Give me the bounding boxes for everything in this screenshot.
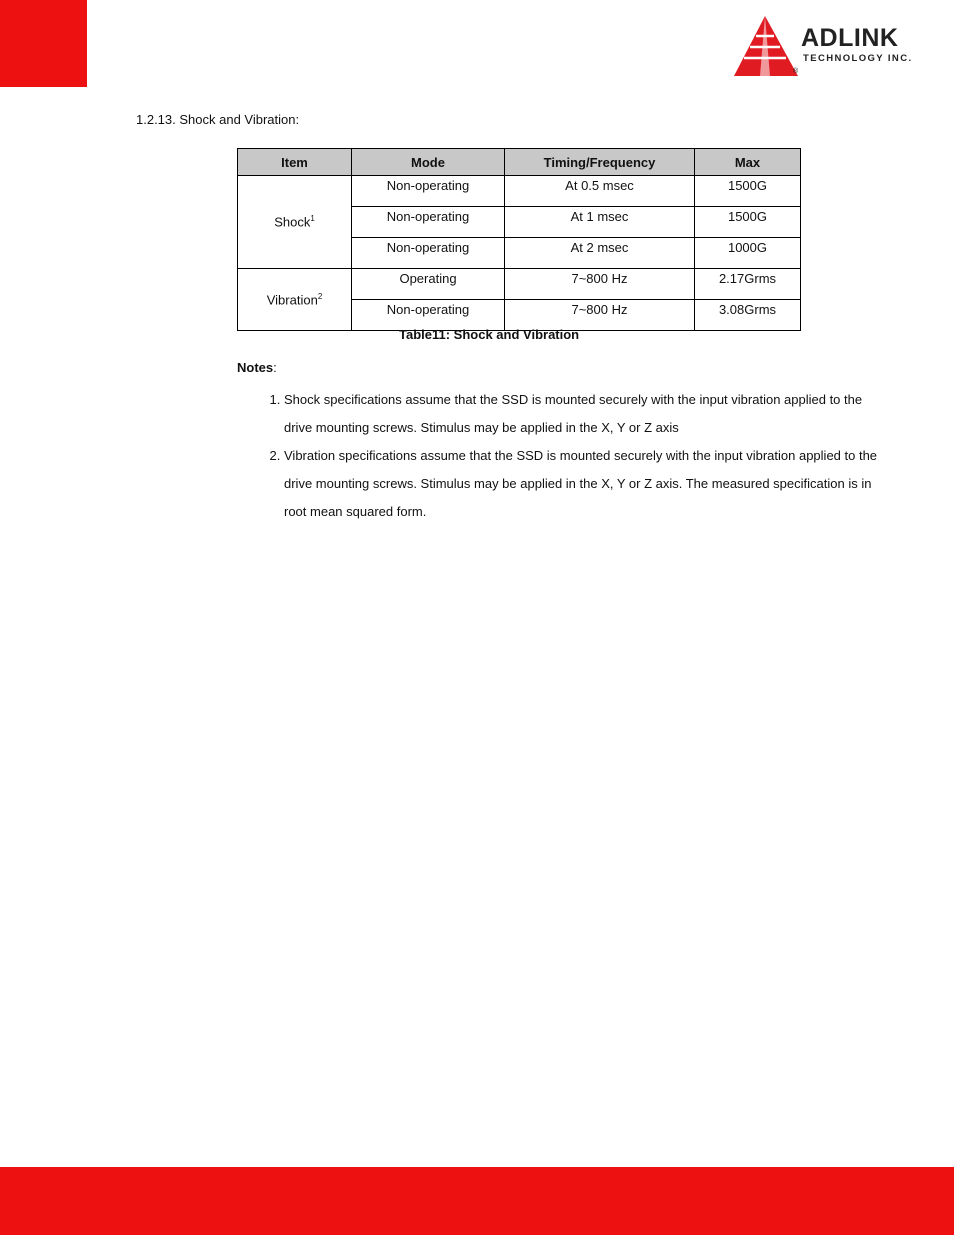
list-item: 1. Shock specifications assume that the SSD is mounted securely with the input vibration applied to the drive mounting screws. Stimulus may be applied in the X, Y or Z axis bbox=[284, 386, 884, 442]
adlink-logo bbox=[730, 12, 940, 82]
note-ref: 1 bbox=[310, 214, 315, 224]
timing-cell: 7~800 Hz bbox=[505, 269, 695, 300]
timing-cell: 7~800 Hz bbox=[505, 300, 695, 331]
list-item: 2. Vibration specifications assume that the SSD is mounted securely with the input vibration applied to the drive mounting screws. Stimulus may be applied in the X, Y or Z axis. The measured specification is in root mean squared form. bbox=[284, 442, 884, 526]
max-cell: 3.08Grms bbox=[695, 300, 801, 331]
mode-cell: Non-operating bbox=[352, 207, 505, 238]
table-row bbox=[238, 269, 801, 300]
notes-heading bbox=[237, 360, 277, 375]
item-label: Shock bbox=[274, 214, 311, 230]
mode-cell: Non-operating bbox=[352, 176, 505, 207]
item-label: Vibration bbox=[266, 292, 318, 308]
item-cell-shock bbox=[238, 176, 352, 269]
timing-cell: At 0.5 msec bbox=[505, 176, 695, 207]
max-cell: 1500G bbox=[695, 176, 801, 207]
table-row bbox=[238, 176, 801, 207]
mode-cell: Non-operating bbox=[352, 300, 505, 331]
mode-cell: Non-operating bbox=[352, 238, 505, 269]
notes-list bbox=[252, 386, 884, 526]
timing-cell: At 2 msec bbox=[505, 238, 695, 269]
column-header: Item bbox=[238, 149, 352, 176]
max-cell: 2.17Grms bbox=[695, 269, 801, 300]
item-cell-vibration bbox=[238, 269, 352, 331]
column-header: Max bbox=[695, 149, 801, 176]
max-cell: 1000G bbox=[695, 238, 801, 269]
timing-cell: At 1 msec bbox=[505, 207, 695, 238]
mode-cell: Operating bbox=[352, 269, 505, 300]
table-caption: Table11: Shock and Vibration bbox=[399, 327, 580, 342]
notes-label: Notes bbox=[237, 360, 274, 375]
max-cell: 1500G bbox=[695, 207, 801, 238]
notes-label-suffix: : bbox=[273, 360, 277, 375]
shock-vibration-table bbox=[237, 148, 801, 331]
column-header: Mode bbox=[352, 149, 505, 176]
table-header-row bbox=[238, 149, 801, 176]
header-red-tab bbox=[0, 0, 87, 87]
note-ref: 2 bbox=[317, 291, 323, 301]
registered-mark: ® bbox=[793, 68, 799, 75]
logo-brand-text: ADLINK bbox=[801, 24, 899, 52]
footer-red-bar bbox=[0, 1167, 954, 1235]
logo-tagline-text: TECHNOLOGY INC. bbox=[803, 53, 913, 64]
column-header: Timing/Frequency bbox=[505, 149, 695, 176]
section-title: 1.2.13. Shock and Vibration: bbox=[136, 112, 300, 127]
adlink-logo-icon bbox=[730, 12, 802, 80]
